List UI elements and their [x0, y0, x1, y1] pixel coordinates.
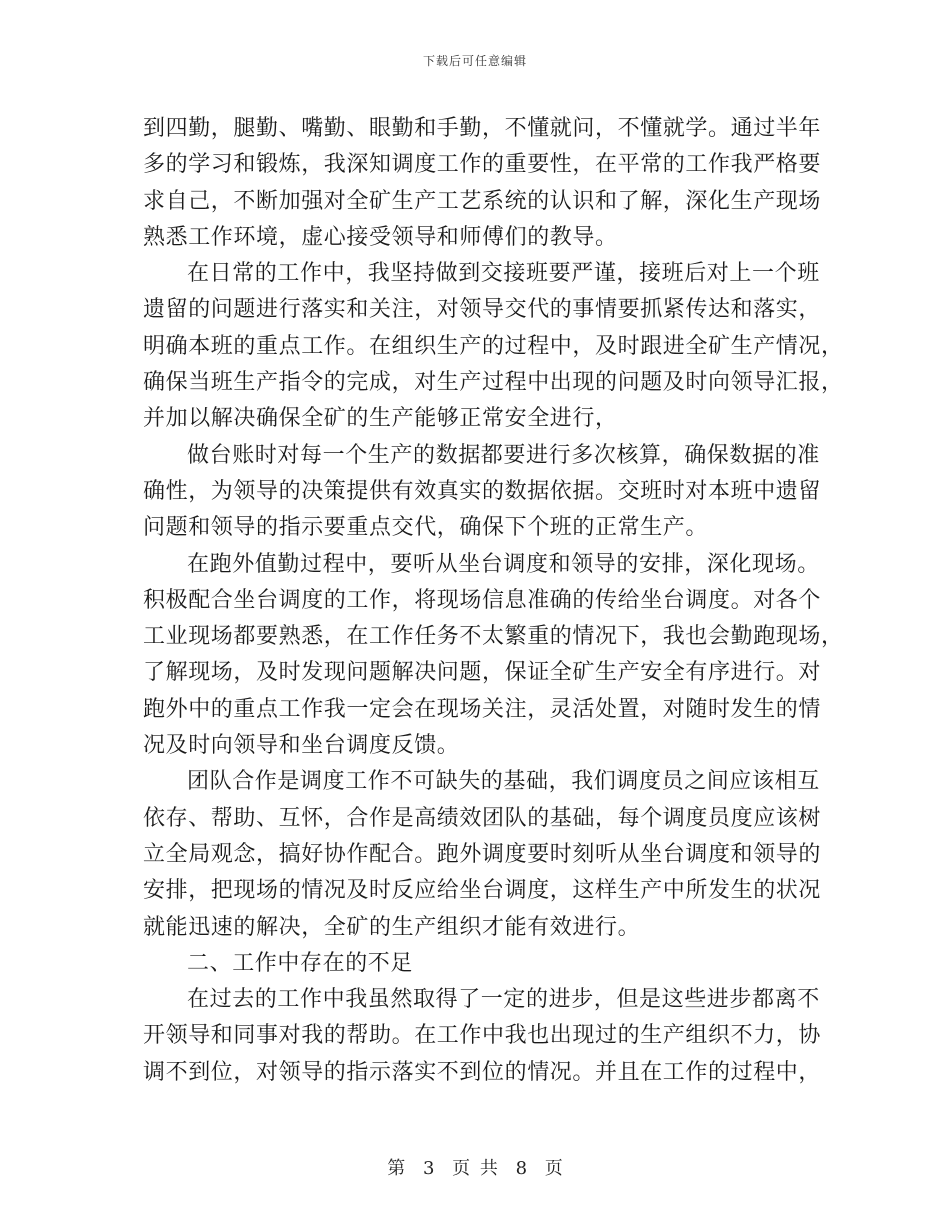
footer-prefix: 第: [387, 1158, 406, 1179]
body-line: 开领导和同事对我的帮助。在工作中我也出现过的生产组织不力，协: [143, 1023, 822, 1049]
body-line: 熟悉工作环境，虚心接受领导和师傅们的教导。: [143, 224, 618, 250]
document-body: [143, 111, 844, 1091]
body-line: 工业现场都要熟悉，在工作任务不太繁重的情况下，我也会勤跑现场，: [143, 624, 844, 650]
footer-middle: 页 共: [452, 1158, 498, 1179]
body-line: 多的学习和锻炼，我深知调度工作的重要性，在平常的工作我严格要: [143, 152, 822, 178]
body-line: 团队合作是调度工作不可缺失的基础，我们调度员之间应该相互: [187, 769, 820, 795]
body-line: 立全局观念，搞好协作配合。跑外调度要时刻听从坐台调度和领导的: [143, 841, 822, 867]
total-pages-number: 8: [515, 1158, 528, 1179]
body-line: 依存、帮助、互怀，合作是高绩效团队的基础，每个调度员度应该树: [143, 805, 822, 831]
page-footer: [0, 1154, 950, 1180]
body-line: 况及时向领导和坐台调度反馈。: [143, 733, 460, 759]
section-heading: 二、工作中存在的不足: [187, 950, 414, 976]
body-line: 积极配合坐台调度的工作，将现场信息准确的传给坐台调度。对各个: [143, 587, 822, 613]
body-line: 调不到位，对领导的指示落实不到位的情况。并且在工作的过程中，: [143, 1059, 822, 1085]
body-line: 遗留的问题进行落实和关注，对领导交代的事情要抓紧传达和落实，: [143, 297, 822, 323]
body-line: 了解现场，及时发现问题解决问题，保证全矿生产安全有序进行。对: [143, 660, 822, 686]
body-line: 就能迅速的解决，全矿的生产组织才能有效进行。: [143, 914, 641, 940]
body-line: 确性，为领导的决策提供有效真实的数据依据。交班时对本班中遗留: [143, 478, 822, 504]
body-line: 确保当班生产指令的完成，对生产过程中出现的问题及时向领导汇报，: [143, 370, 844, 396]
body-line: 到四勤，腿勤、嘴勤、眼勤和手勤，不懂就问，不懂就学。通过半年: [143, 116, 822, 141]
body-line: 明确本班的重点工作。在组织生产的过程中，及时跟进全矿生产情况，: [143, 333, 844, 359]
body-line: 在跑外值勤过程中，要听从坐台调度和领导的安排，深化现场。: [187, 551, 820, 577]
body-line: 安排，把现场的情况及时反应给坐台调度，这样生产中所发生的状况: [143, 878, 822, 904]
body-line: 求自己，不断加强对全矿生产工艺系统的认识和了解，深化生产现场: [143, 188, 822, 214]
body-line: 在日常的工作中，我坚持做到交接班要严谨，接班后对上一个班: [187, 261, 820, 287]
body-line: 问题和领导的指示要重点交代，确保下个班的正常生产。: [143, 515, 709, 541]
footer-suffix: 页: [544, 1158, 563, 1179]
current-page-number: 3: [422, 1158, 435, 1179]
body-line: 在过去的工作中我虽然取得了一定的进步，但是这些进步都离不: [187, 987, 820, 1013]
page-header: 下载后可任意编辑: [422, 54, 527, 68]
body-line: 做台账时对每一个生产的数据都要进行多次核算，确保数据的准: [187, 442, 820, 468]
body-line: 并加以解决确保全矿的生产能够正常安全进行，: [143, 406, 618, 432]
body-line: 跑外中的重点工作我一定会在现场关注，灵活处置，对随时发生的情: [143, 696, 822, 722]
